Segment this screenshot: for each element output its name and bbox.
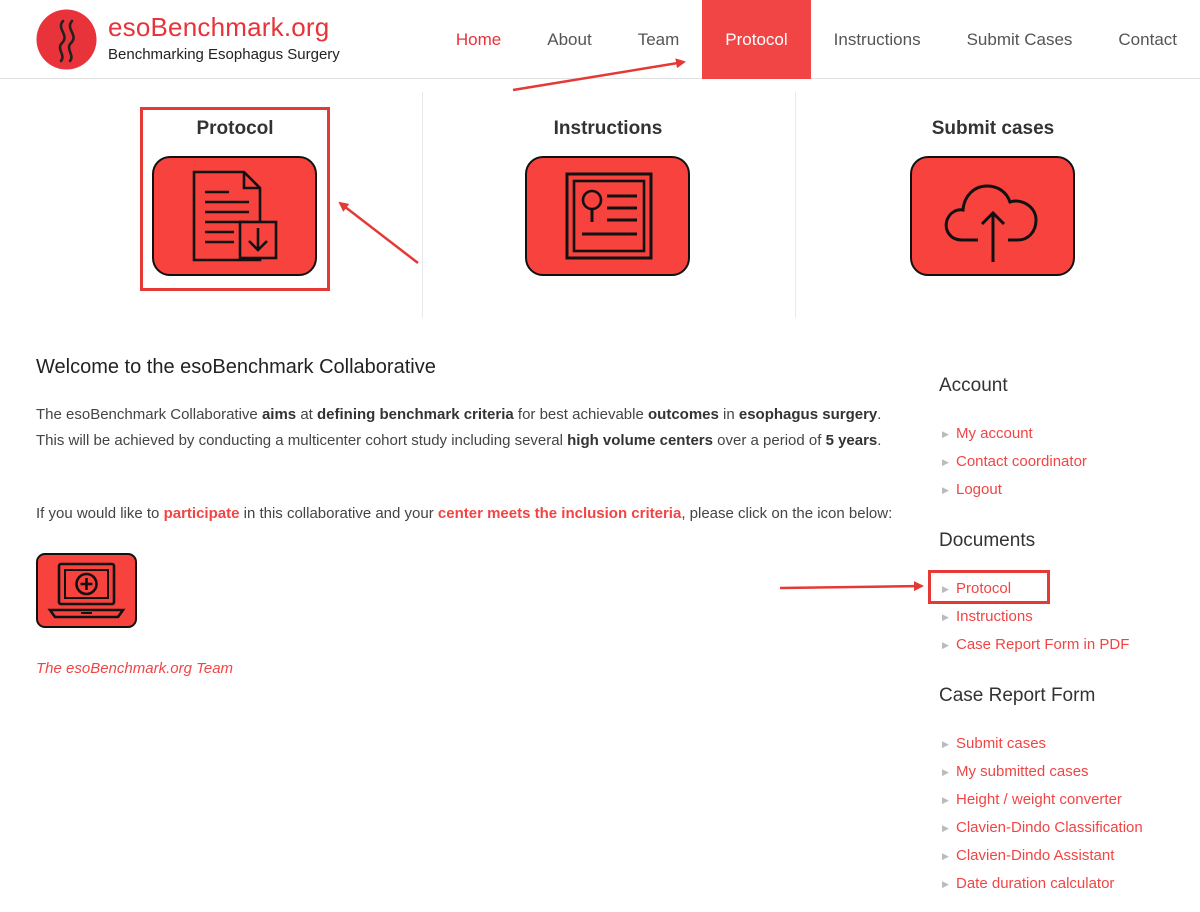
bullet-arrow-icon: ▶ — [942, 584, 949, 594]
laptop-plus-icon — [38, 555, 135, 626]
sidebar-logout[interactable]: ▶ Logout — [942, 481, 1002, 498]
bullet-arrow-icon: ▶ — [942, 879, 949, 889]
instructions-panel-title: Instructions — [553, 118, 663, 139]
welcome-heading: Welcome to the esoBenchmark Collaborative — [36, 356, 436, 378]
participate-laptop-button[interactable] — [36, 553, 137, 628]
site-subtitle: Benchmarking Esophagus Surgery — [108, 46, 340, 63]
bullet-arrow-icon: ▶ — [942, 767, 949, 777]
search-list-icon — [527, 158, 688, 274]
sidebar-crf-title: Case Report Form — [939, 685, 1096, 706]
bullet-arrow-icon: ▶ — [942, 823, 949, 833]
instructions-panel — [513, 92, 703, 318]
main-nav — [433, 0, 1200, 79]
sidebar-documents-title: Documents — [939, 530, 1036, 551]
arrow-to-sidebar-protocol — [780, 586, 922, 588]
bullet-arrow-icon: ▶ — [942, 739, 949, 749]
sidebar-my-account[interactable]: ▶ My account — [942, 425, 1033, 442]
nav-submit-cases[interactable]: Submit Cases — [966, 29, 1073, 49]
panel-divider — [422, 92, 423, 318]
sidebar-height-weight-converter[interactable]: ▶ Height / weight converter — [942, 791, 1122, 808]
arrow-to-protocol-panel — [340, 203, 418, 263]
nav-about[interactable]: About — [547, 29, 592, 49]
sidebar-account-title: Account — [939, 375, 1008, 396]
participate-paragraph: If you would like to participate in this collaborative and your center meets the inclusion criteria, please click on the icon below: — [36, 505, 893, 522]
bullet-arrow-icon: ▶ — [942, 851, 949, 861]
sidebar-submit-cases[interactable]: ▶ Submit cases — [942, 735, 1047, 752]
nav-contact[interactable]: Contact — [1118, 29, 1177, 49]
sidebar-protocol[interactable]: ▶ Protocol — [942, 580, 1012, 597]
nav-instructions[interactable]: Instructions — [833, 29, 921, 49]
bullet-arrow-icon: ▶ — [942, 485, 949, 495]
bullet-arrow-icon: ▶ — [942, 612, 949, 622]
panel-divider — [795, 92, 796, 318]
submit-cases-panel-title: Submit cases — [931, 118, 1055, 139]
nav-team[interactable]: Team — [637, 29, 680, 49]
sidebar-instructions[interactable]: ▶ Instructions — [942, 608, 1033, 625]
site-title[interactable]: esoBenchmark.org — [108, 12, 330, 42]
sidebar-clavien-dindo-classification[interactable]: ▶ Clavien-Dindo Classification — [942, 819, 1143, 836]
sidebar-crf-pdf[interactable]: ▶ Case Report Form in PDF — [942, 636, 1130, 653]
submit-cases-panel — [898, 92, 1088, 318]
protocol-highlight-box — [140, 107, 330, 291]
bullet-arrow-icon: ▶ — [942, 429, 949, 439]
sidebar-contact-coordinator[interactable]: ▶ Contact coordinator — [942, 453, 1087, 470]
inclusion-criteria-link[interactable]: center meets the inclusion criteria — [437, 505, 682, 522]
protocol-panel-title: Protocol — [196, 118, 274, 139]
esophagus-logo-icon[interactable] — [36, 9, 97, 70]
sidebar-my-submitted-cases[interactable]: ▶ My submitted cases — [942, 763, 1089, 780]
intro-paragraph: The esoBenchmark Collaborative aims at defining benchmark criteria for best achievable outcomes in esophagus surgery. This will be achieved by conducting a multicenter cohort study including several high volume centers over a period of 5 years. — [36, 406, 882, 449]
bullet-arrow-icon: ▶ — [942, 795, 949, 805]
site-header — [0, 0, 1200, 79]
instructions-button[interactable] — [525, 156, 690, 276]
nav-protocol[interactable]: Protocol — [702, 0, 810, 79]
team-signature: The esoBenchmark.org Team — [36, 660, 234, 677]
submit-cases-button[interactable] — [910, 156, 1075, 276]
sidebar-clavien-dindo-assistant[interactable]: ▶ Clavien-Dindo Assistant — [942, 847, 1115, 864]
bullet-arrow-icon: ▶ — [942, 640, 949, 650]
nav-home[interactable]: Home — [455, 29, 502, 49]
sidebar-date-duration-calculator[interactable]: ▶ Date duration calculator — [942, 875, 1115, 892]
cloud-upload-icon — [912, 158, 1073, 274]
bullet-arrow-icon: ▶ — [942, 457, 949, 467]
participate-link[interactable]: participate — [163, 505, 240, 522]
